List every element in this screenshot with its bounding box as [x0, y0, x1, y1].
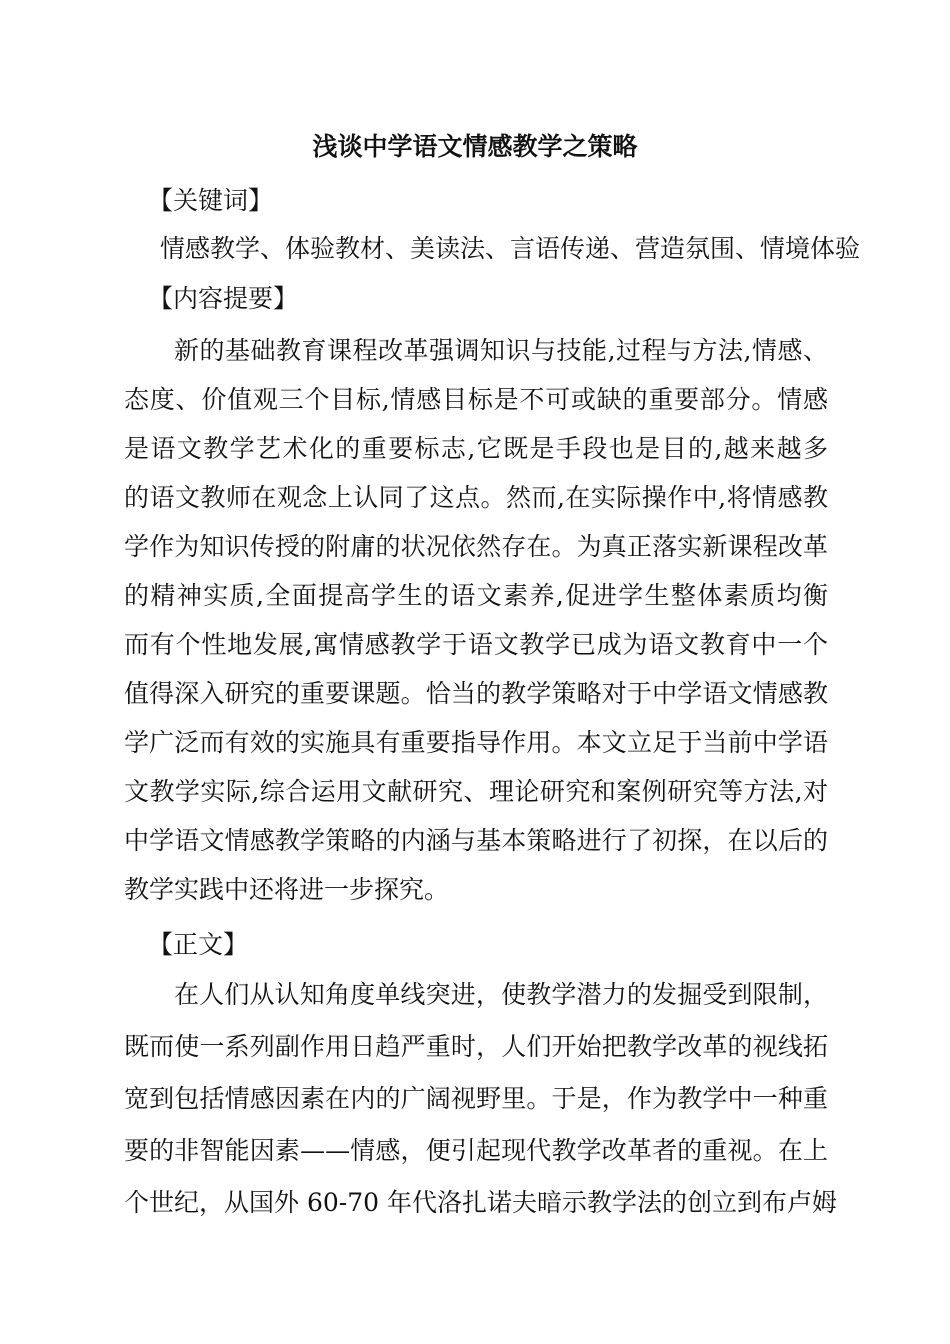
- abstract-line: 文教学实际,综合运用文献研究、理论研究和案例研究等方法,对: [124, 777, 828, 806]
- abstract-line: 的语文教师在观念上认同了这点。然而,在实际操作中,将情感教: [124, 483, 828, 512]
- body-line: 宽到包括情感因素在内的广阔视野里。于是，作为教学中一种重: [124, 1084, 828, 1113]
- abstract-line: 值得深入研究的重要课题。恰当的教学策略对于中学语文情感教: [124, 679, 828, 708]
- abstract-line: 新的基础教育课程改革强调知识与技能,过程与方法,情感、: [174, 336, 828, 365]
- abstract-line: 而有个性地发展,寓情感教学于语文教学已成为语文教育中一个: [124, 630, 828, 659]
- abstract-line: 学作为知识传授的附庸的状况依然存在。为真正落实新课程改革: [124, 532, 828, 561]
- body-line: 既而使一系列副作用日趋严重时，人们开始把教学改革的视线拓: [124, 1032, 828, 1061]
- abstract-line: 是语文教学艺术化的重要标志,它既是手段也是目的,越来越多: [124, 434, 828, 463]
- document-title: 浅谈中学语文情感教学之策略: [312, 132, 638, 161]
- abstract-line: 中学语文情感教学策略的内涵与基本策略进行了初探，在以后的: [124, 826, 828, 855]
- body-line: 在人们从认知角度单线突进，使教学潜力的发掘受到限制，: [174, 980, 828, 1009]
- body-line: 要的非智能因素——情感，便引起现代教学改革者的重视。在上: [124, 1136, 828, 1165]
- body-heading: 【正文】: [148, 930, 249, 959]
- body-line: 个世纪，从国外 60-70 年代洛扎诺夫暗示教学法的创立到布卢姆: [124, 1188, 837, 1217]
- abstract-heading: 【内容提要】: [148, 284, 299, 313]
- abstract-line: 教学实践中还将进一步探究。: [124, 875, 450, 904]
- abstract-line: 态度、价值观三个目标,情感目标是不可或缺的重要部分。情感: [124, 385, 828, 414]
- abstract-line: 的精神实质,全面提高学生的语文素养,促进学生整体素质均衡: [124, 581, 828, 610]
- abstract-line: 学广泛而有效的实施具有重要指导作用。本文立足于当前中学语: [124, 728, 828, 757]
- keywords-text: 情感教学、体验教材、美读法、言语传递、营造氛围、情境体验: [160, 234, 861, 263]
- keywords-heading: 【关键词】: [148, 186, 274, 215]
